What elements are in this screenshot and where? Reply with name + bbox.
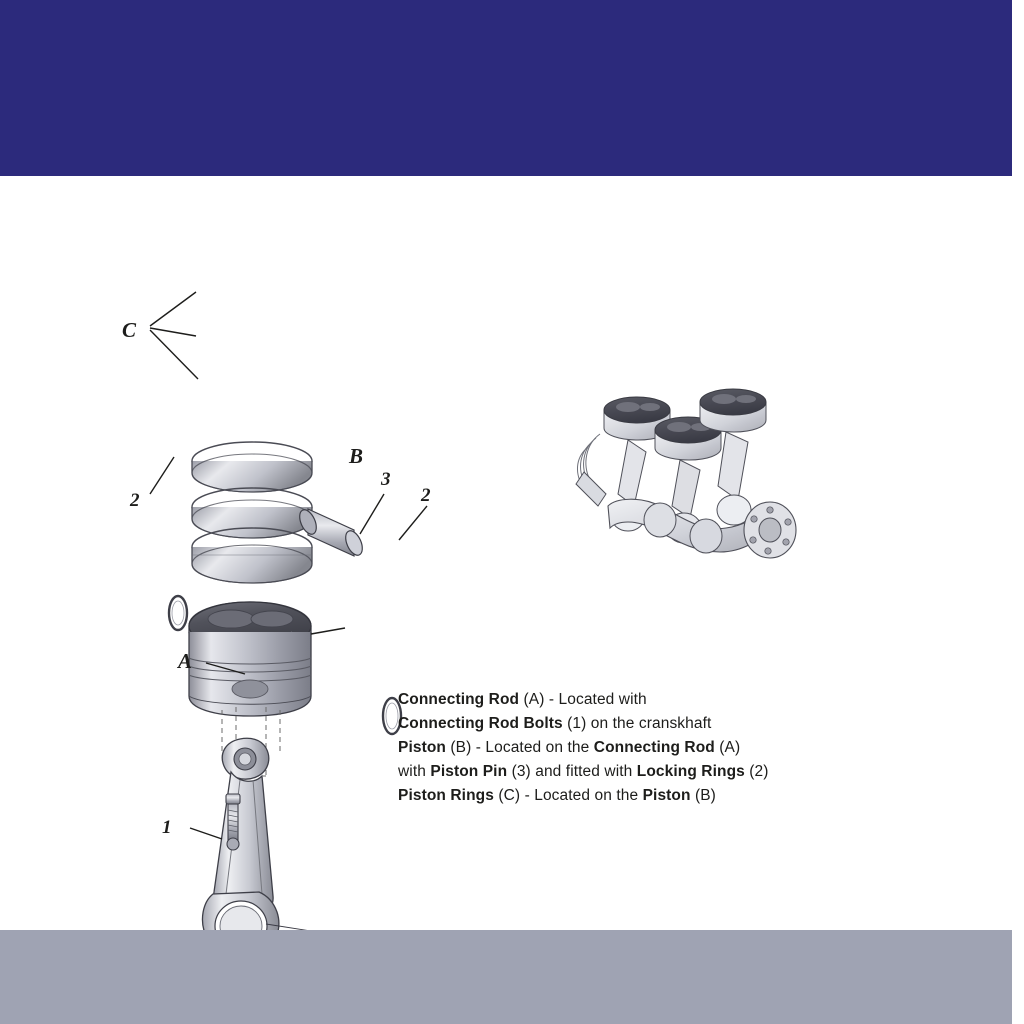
callout-2-left-leader [150, 457, 174, 494]
callout-label-a: A [178, 649, 193, 673]
piston-rings-part [192, 442, 312, 583]
caption-term: Piston Pin [430, 763, 508, 780]
caption-term: Piston Rings [398, 787, 494, 804]
caption-text: with [398, 763, 431, 780]
exploded-diagram [0, 176, 1012, 930]
caption-text: (3) and fitted with [507, 763, 637, 780]
caption-text: (A) [714, 739, 741, 756]
callout-3-leader [360, 494, 384, 534]
callout-2-right-leader [399, 506, 427, 540]
caption-line [398, 712, 868, 736]
connecting-rod-part [202, 738, 330, 930]
callout-b-leader [311, 628, 345, 634]
callout-label-2-left: 2 [130, 490, 140, 511]
caption-term: Connecting Rod [398, 691, 520, 708]
header-band [0, 0, 1012, 176]
caption-text: (B) - Located on the [445, 739, 594, 756]
caption-text: (1) on the cranskhaft [562, 715, 712, 732]
locking-ring-left [169, 596, 187, 630]
caption-term: Connecting Rod [593, 739, 715, 756]
callout-label-c: C [122, 318, 137, 342]
caption-line [398, 688, 868, 712]
callout-1-leader [190, 828, 222, 839]
caption-term: Locking Rings [636, 763, 745, 780]
caption-line [398, 760, 868, 784]
caption-term: Connecting Rod Bolts [398, 715, 563, 732]
diagram-caption [398, 688, 868, 808]
right-gutter [1012, 0, 1024, 1024]
crankshaft-piston-assembly [576, 389, 796, 558]
caption-text: (2) [744, 763, 769, 780]
callout-label-3: 3 [381, 469, 391, 490]
footer-band [0, 930, 1012, 1024]
connecting-rod-bolt-part [226, 794, 240, 850]
callout-c-leaders [150, 292, 198, 379]
caption-term: Piston [398, 739, 446, 756]
caption-line [398, 784, 868, 808]
callout-label-1: 1 [162, 817, 172, 838]
caption-term: Piston [642, 787, 691, 804]
callout-label-2-right: 2 [421, 485, 431, 506]
caption-text: (B) [690, 787, 716, 804]
caption-line [398, 736, 868, 760]
caption-text: (A) - Located with [519, 691, 647, 708]
piston-part [189, 602, 311, 716]
caption-text: (C) - Located on the [493, 787, 643, 804]
callout-label-b: B [349, 444, 364, 468]
